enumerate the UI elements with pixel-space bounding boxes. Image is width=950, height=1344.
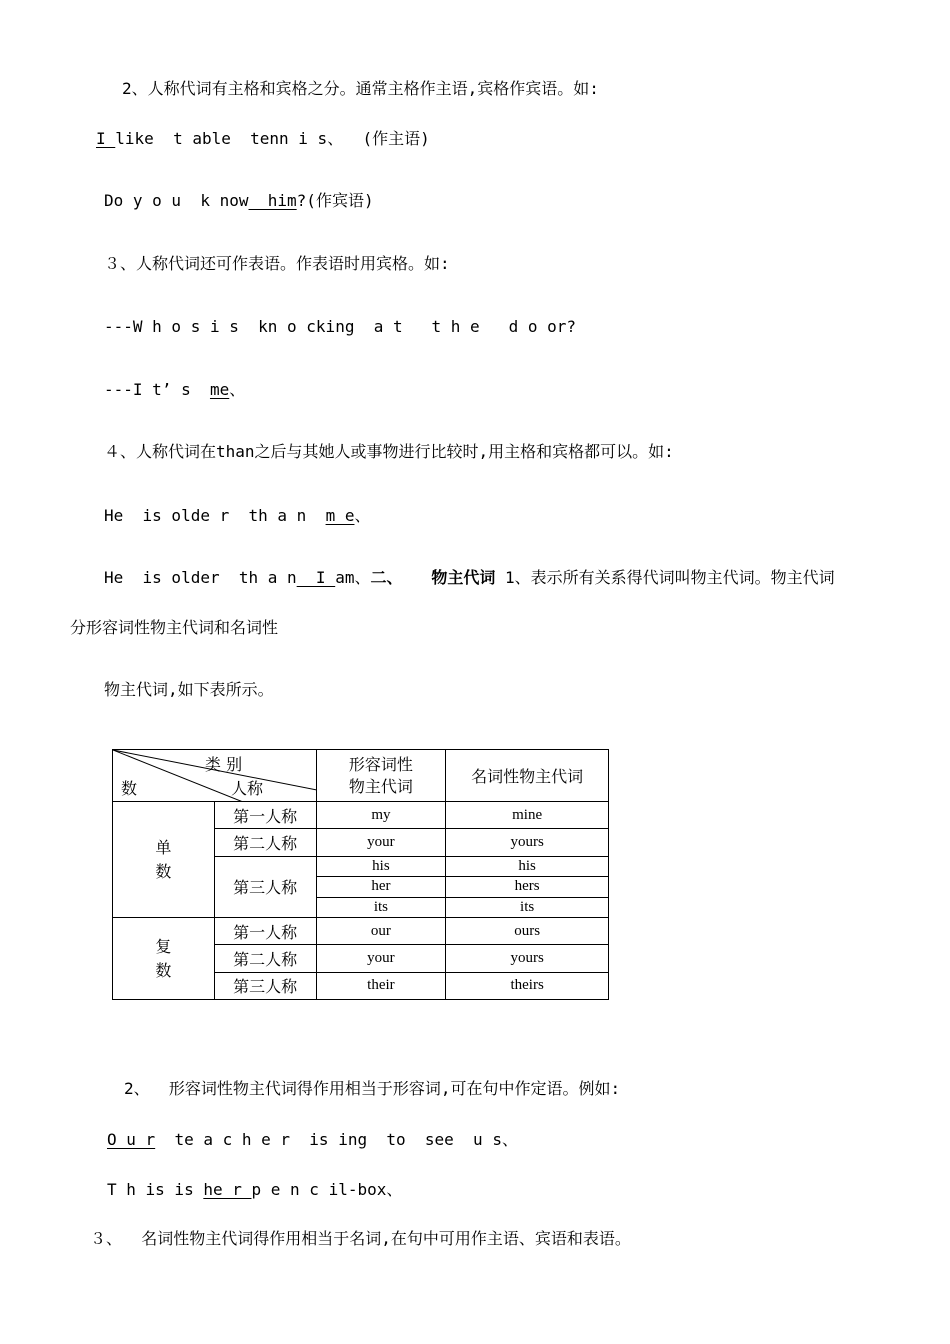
group-plural: 复 数 (113, 918, 215, 1000)
sentence-text: 、 (354, 506, 371, 525)
paragraph-4: ４、人称代词在than之后与其她人或事物进行比较时,用主格和宾格都可以。如: (104, 442, 674, 461)
noun-cell: its (446, 897, 609, 917)
adj-cell: my (316, 802, 446, 829)
group-singular: 单 数 (113, 802, 215, 918)
adj-cell: your (316, 945, 446, 972)
underlined-word: I (96, 129, 116, 148)
header-noun-possessive: 名词性物主代词 (446, 750, 609, 802)
table-row (113, 918, 609, 945)
header-number: 数 (121, 779, 138, 798)
underlined-word: m e (325, 506, 355, 525)
underlined-word: me (209, 380, 230, 399)
noun-cell: theirs (446, 972, 609, 999)
adj-cell: her (316, 877, 446, 897)
underlined-word: I (296, 568, 336, 587)
noun-cell: mine (446, 802, 609, 829)
example-sentence-2 (104, 190, 374, 212)
noun-cell: ours (446, 918, 609, 945)
person-first: 第一人称 (214, 802, 316, 829)
person-first: 第一人称 (214, 918, 316, 945)
noun-cell: yours (446, 829, 609, 856)
example-sentence-8 (107, 1179, 402, 1201)
paragraph-adjective-possessive: 2、 形容词性物主代词得作用相当于形容词,可在句中作定语。例如: (124, 1079, 621, 1098)
adj-cell: its (316, 897, 446, 917)
example-sentence-1 (96, 128, 430, 150)
sentence-text: 1、表示所有关系得代词叫物主代词。物主代词 (495, 568, 835, 587)
sentence-text: T h is is (107, 1180, 204, 1199)
paragraph-noun-possessive: ３、 名词性物主代词得作用相当于名词,在句中可用作主语、宾语和表语。 (90, 1229, 631, 1248)
paragraph-2: 2、人称代词有主格和宾格之分。通常主格作主语,宾格作宾语。如: (122, 79, 599, 98)
paragraph-continuation: 分形容词性物主代词和名词性 (70, 618, 279, 637)
noun-cell: hers (446, 877, 609, 897)
person-third: 第三人称 (214, 972, 316, 999)
sentence-text: 、 (229, 380, 246, 399)
underlined-word: him (248, 191, 297, 210)
person-second: 第二人称 (214, 829, 316, 856)
table-row (113, 802, 609, 829)
person-third: 第三人称 (214, 856, 316, 917)
paragraph-table-intro: 物主代词,如下表所示。 (104, 680, 274, 699)
noun-cell: his (446, 856, 609, 876)
noun-cell: yours (446, 945, 609, 972)
example-sentence-3: ---W h o s i s kn o cking a t t h e d o or? (104, 317, 577, 336)
paragraph-3: ３、人称代词还可作表语。作表语时用宾格。如: (104, 254, 450, 273)
sentence-text: He is olde r th a n (104, 506, 326, 525)
adj-cell: your (316, 829, 446, 856)
header-adjective-possessive: 形容词性 物主代词 (316, 750, 446, 802)
sentence-text: p e n c il-box、 (251, 1180, 403, 1199)
possessive-pronoun-table (112, 749, 609, 1000)
section-heading: 二、 物主代词 (370, 568, 496, 587)
example-sentence-7 (107, 1129, 518, 1151)
underlined-word: he r (203, 1180, 252, 1199)
header-person: 人称 (231, 779, 264, 798)
adj-cell: our (316, 918, 446, 945)
underlined-word: O u r (107, 1130, 156, 1149)
sentence-text: ---I t’ s (104, 380, 210, 399)
example-sentence-5 (104, 505, 370, 527)
sentence-text: Do y o u k now (104, 191, 249, 210)
example-sentence-6 (104, 567, 835, 589)
person-second: 第二人称 (214, 945, 316, 972)
sentence-text: te a c h e r is ing to see u s、 (155, 1130, 518, 1149)
adj-cell: their (316, 972, 446, 999)
sentence-text: He is older th a n (104, 568, 297, 587)
adj-cell: his (316, 856, 446, 876)
diagonal-header-cell (113, 750, 317, 802)
sentence-text: am、 (335, 568, 371, 587)
sentence-text: like t able tenn i s、 (作主语) (115, 129, 430, 148)
sentence-text: ?(作宾语) (296, 191, 374, 210)
header-category: 类 别 (205, 755, 243, 774)
example-sentence-4 (104, 379, 245, 401)
